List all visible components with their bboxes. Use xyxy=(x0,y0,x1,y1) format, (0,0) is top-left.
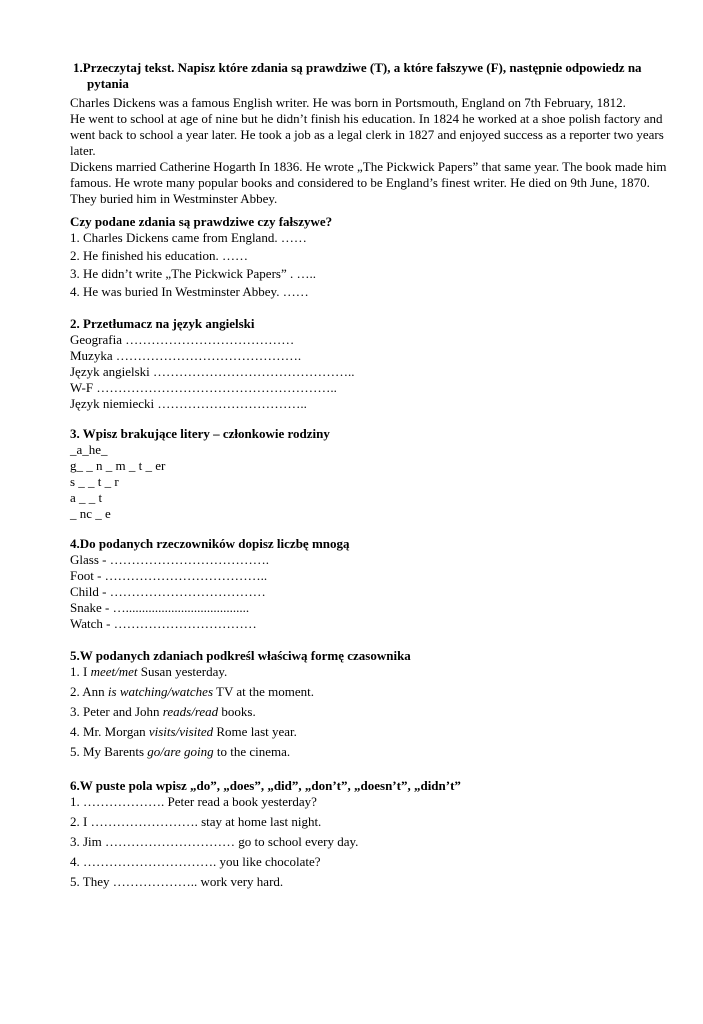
exercise-3 xyxy=(70,426,670,522)
verb-options: is watching/watches xyxy=(107,684,214,699)
reading-paragraph-2: He went to school at age of nine but he didn’t finish his education. In 1824 he worked at a shoe polish factory and went back to school a year later. He took a job as a legal clerk in 1827 and enjoyed success as a reporter two years later. xyxy=(70,111,664,158)
auxiliary-item-5: 5. They ……………….. work very hard. xyxy=(70,874,284,889)
verb-form-item-5: 5. My Barents go/are going to the cinema. xyxy=(70,744,291,759)
plural-item-3: Child - ……………………………… xyxy=(70,584,266,599)
translate-item-5: Język niemiecki …………………………….. xyxy=(70,396,307,411)
reading-paragraph-1: Charles Dickens was a famous English writer. He was born in Portsmouth, England on 7th February, 1812. xyxy=(70,95,626,110)
plural-item-4: Snake - …...................................... xyxy=(70,600,250,615)
exercise-5 xyxy=(70,648,670,760)
missing-letters-item-2: g_ _ n _ m _ t _ er xyxy=(70,458,166,473)
true-false-item-4: 4. He was buried In Westminster Abbey. …… xyxy=(70,284,309,299)
reading-paragraph-3: Dickens married Catherine Hogarth In 1836. He wrote „The Pickwick Papers” that same year. The book made him famous. He wrote many popular books and considered to be England’s finest writer. He died on 9th June, 1870. They buried him in Westminster Abbey. xyxy=(70,159,667,206)
missing-letters-item-4: a _ _ t xyxy=(70,490,103,505)
true-false-question-title: Czy podane zdania są prawdziwe czy fałszywe? xyxy=(70,214,333,229)
true-false-list xyxy=(70,230,670,300)
verb-form-item-3: 3. Peter and John reads/read books. xyxy=(70,704,256,719)
exercise-2-title: 2. Przetłumacz na język angielski xyxy=(70,316,255,331)
verb-options: meet/met xyxy=(90,664,138,679)
plural-item-1: Glass - ………………………………. xyxy=(70,552,269,567)
exercise-6-title: 6.W puste pola wpisz „do”, „does”, „did”, „don’t”, „doesn’t”, „didn’t” xyxy=(70,778,461,793)
translate-item-4: W-F ……………………………………………….. xyxy=(70,380,337,395)
auxiliary-item-1: 1. ………………. Peter read a book yesterday? xyxy=(70,794,317,809)
missing-letters-item-5: _ nc _ e xyxy=(70,506,111,521)
plural-item-2: Foot - ……………………………….. xyxy=(70,568,268,583)
true-false-item-2: 2. He finished his education. …… xyxy=(70,248,248,263)
exercise-4 xyxy=(70,536,670,632)
exercise-2 xyxy=(70,316,670,412)
true-false-item-1: 1. Charles Dickens came from England. …… xyxy=(70,230,307,245)
exercise-1-title: 1.Przeczytaj tekst. Napisz które zdania są prawdziwe (T), a które fałszywe (F), następnie odpowiedz na pytania xyxy=(73,60,642,91)
verb-options: reads/read xyxy=(162,704,219,719)
missing-letters-item-1: _a_he_ xyxy=(70,442,108,457)
true-false-item-3: 3. He didn’t write „The Pickwick Papers” . ….. xyxy=(70,266,316,281)
worksheet-page xyxy=(70,60,670,894)
auxiliary-item-3: 3. Jim ………………………… go to school every day. xyxy=(70,834,359,849)
auxiliary-item-4: 4. …………………………. you like chocolate? xyxy=(70,854,321,869)
verb-form-item-1: 1. I meet/met Susan yesterday. xyxy=(70,664,228,679)
plural-item-5: Watch - …………………………… xyxy=(70,616,257,631)
verb-form-item-2: 2. Ann is watching/watches TV at the moment. xyxy=(70,684,314,699)
exercise-1 xyxy=(70,60,670,300)
verb-form-item-4: 4. Mr. Morgan visits/visited Rome last year. xyxy=(70,724,297,739)
exercise-6 xyxy=(70,778,670,890)
missing-letters-item-3: s _ _ t _ r xyxy=(70,474,119,489)
verb-options: go/are going xyxy=(147,744,214,759)
translate-item-2: Muzyka ……………………………………. xyxy=(70,348,302,363)
exercise-4-title: 4.Do podanych rzeczowników dopisz liczbę mnogą xyxy=(70,536,350,551)
exercise-3-title: 3. Wpisz brakujące litery – członkowie rodziny xyxy=(70,426,330,441)
auxiliary-item-2: 2. I ……………………. stay at home last night. xyxy=(70,814,322,829)
translate-item-3: Język angielski ……………………………………….. xyxy=(70,364,355,379)
verb-options: visits/visited xyxy=(148,724,214,739)
translate-item-1: Geografia ………………………………… xyxy=(70,332,295,347)
exercise-5-title: 5.W podanych zdaniach podkreśl właściwą formę czasownika xyxy=(70,648,411,663)
